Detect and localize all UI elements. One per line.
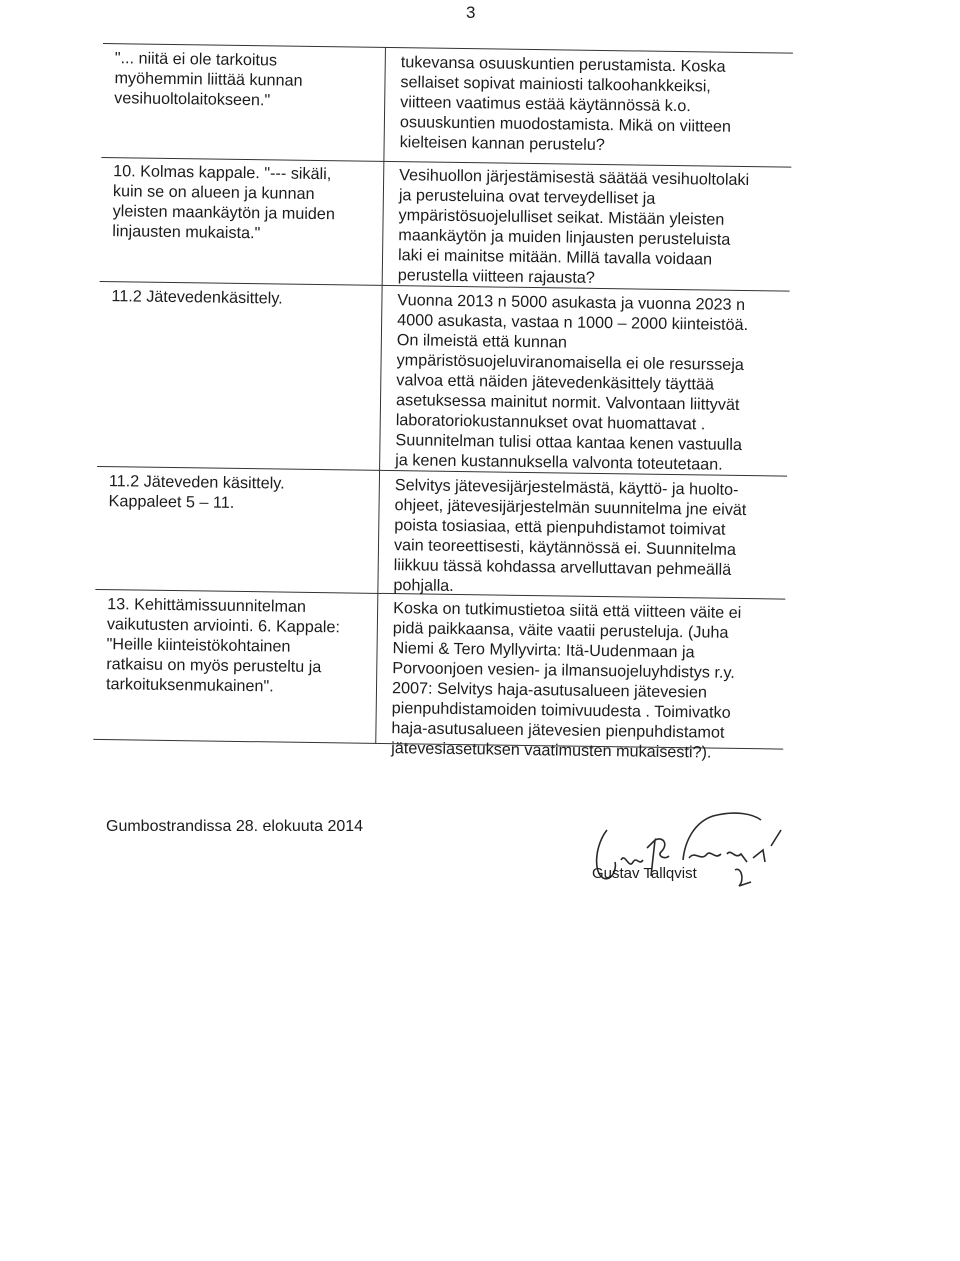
table-row bbox=[95, 467, 787, 600]
place-and-date: Gumbostrandissa 28. elokuuta 2014 bbox=[106, 818, 364, 835]
row-4-reference: 11.2 Jäteveden käsittely. Kappaleet 5 – 11. bbox=[108, 472, 285, 512]
table-row bbox=[97, 282, 790, 477]
row-3-comment: Vuonna 2013 n 5000 asukasta ja vuonna 2023 n 4000 asukasta, vastaa n 1000 – 2000 kiinteistöä. On ilmeistä että kunnan ympäristösuojeluviranomaisella ei ole resursseja valvoa että näiden jätevedenkäsittely täyttää asetuksessa mainitut normit. Valvontaan liittyvät laboratoriokustannukset ovat huomattavat . Suunnitelman tulisi ottaa kantaa kenen vastuulla ja kenen kustannuksella valvonta toteutetaan. bbox=[395, 291, 749, 474]
row-3-reference: 11.2 Jätevedenkäsittely. bbox=[111, 287, 283, 308]
row-4-comment: Selvitys jätevesijärjestelmästä, käyttö- ja huolto- ohjeet, jätevesijärjestelmän suunnitelma jne eivät poista tosiasiaa, että pienpuhdistamot toimivat vain teoreettisesti, käytännössä ei. Suunnitelma liikkuu tässä kohdassa arvelluttavan pehmeällä pohjalla. bbox=[393, 476, 747, 595]
row-1-comment: tukevansa osuuskuntien perustamista. Koska sellaiset sopivat mainiosti talkoohankkeiksi, viitteen vaatimus estää käytännössä k.o. osuuskuntien muodostamista. Mikä on viitteen kielteisen kannan perustelu? bbox=[399, 53, 732, 155]
row-2-reference: 10. Kolmas kappale. "--- sikäli, kuin se on alueen ja kunnan yleisten maankäytön ja muiden linjausten mukaista." bbox=[112, 162, 336, 243]
row-5-comment: Koska on tutkimustietoa siitä että viitteen väite ei pidä paikkaansa, väite vaatii perusteluja. (Juha Niemi & Tero Myllyvirta: Itä-Uudenmaan ja Porvoonjoen vesien- ja ilmansuojeluyhdistys r.y. 2007: Selvitys haja-asutusalueen jätevesien pienpuhdistamoiden toimivuudesta . Toimivatko haja-asutusalueen jätevesien pienpuhdistamot jätevesiasetuksen vaatimusten mukaisesti?). bbox=[391, 599, 742, 762]
table-row bbox=[93, 590, 785, 762]
row-1-reference: "... niitä ei ole tarkoitus myöhemmin liittää kunnan vesihuoltolaitokseen." bbox=[114, 49, 303, 110]
row-2-comment: Vesihuollon järjestämisestä säätää vesihuoltolaki ja perusteluina ovat terveydelliset ja ympäristösuojelulliset seikat. Mistään yleisten maankäytön ja muiden linjausten perusteluista laki ei mainitse mitään. Millä tavalla voidaan perustella viitteen rajausta? bbox=[397, 166, 750, 287]
table-row bbox=[101, 43, 793, 168]
comment-table bbox=[93, 43, 793, 762]
row-5-reference: 13. Kehittämissuunnitelman vaikutusten arviointi. 6. Kappale: "Heille kiinteistökohtainen ratkaisu on myös perusteltu ja tarkoituksenmukainen". bbox=[105, 595, 341, 696]
signatory-name: Gustav Tallqvist bbox=[592, 865, 697, 882]
table-row bbox=[100, 157, 792, 292]
page-number: 3 bbox=[466, 3, 476, 22]
